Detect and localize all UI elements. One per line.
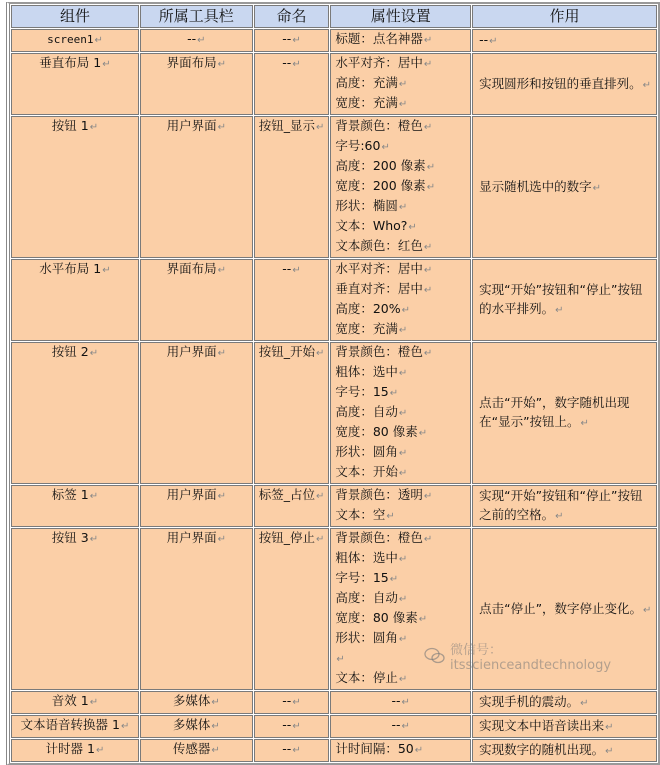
function-text: 实现圆形和按钮的垂直排列。 — [479, 75, 642, 91]
function-text: 实现数字的随机出现。 — [479, 742, 605, 757]
toolbar-cell — [140, 342, 253, 484]
return-mark-icon: ↵ — [95, 745, 105, 756]
return-mark-icon: ↵ — [580, 698, 589, 709]
property-text: 字号：15 — [335, 384, 389, 399]
name-cell — [254, 116, 330, 258]
header-component: 组件 — [11, 5, 139, 28]
property-line — [335, 589, 466, 609]
property-text: 标题：点名神器 — [335, 31, 423, 46]
table-row — [11, 259, 657, 341]
component-label: 按钮 3 — [51, 530, 89, 545]
toolbar-label: 传感器 — [172, 741, 211, 756]
property-text: 宽度：80 像素 — [335, 424, 418, 439]
toolbar-label: 用户界面 — [166, 530, 217, 545]
name-label: 按钮_开始 — [258, 344, 315, 359]
return-mark-icon: ↵ — [89, 534, 99, 545]
name-label: 按钮_停止 — [258, 530, 315, 545]
property-text: 高度：自动 — [335, 590, 398, 605]
return-mark-icon: ↵ — [426, 182, 436, 193]
return-mark-icon: ↵ — [120, 721, 130, 732]
return-mark-icon: ↵ — [423, 35, 433, 46]
function-cell — [472, 116, 657, 258]
function-cell — [472, 259, 657, 341]
property-text: 文本颜色：红色 — [335, 238, 423, 253]
return-mark-icon: ↵ — [89, 697, 99, 708]
property-line — [335, 74, 466, 94]
component-cell — [11, 715, 139, 738]
toolbar-label: 用户界面 — [166, 487, 217, 502]
function-cell — [472, 53, 657, 115]
property-text: 粗体：选中 — [335, 364, 398, 379]
return-mark-icon: ↵ — [89, 491, 99, 502]
properties-cell — [330, 116, 471, 258]
property-line — [335, 609, 466, 629]
component-label: 水平布局 1 — [39, 261, 102, 276]
return-mark-icon: ↵ — [217, 122, 226, 133]
return-mark-icon: ↵ — [217, 491, 226, 502]
property-line — [335, 280, 466, 300]
toolbar-cell — [140, 739, 253, 762]
property-line — [335, 649, 466, 669]
return-mark-icon: ↵ — [423, 59, 433, 70]
function-cell — [472, 485, 657, 527]
return-mark-icon: ↵ — [389, 388, 399, 399]
return-mark-icon: ↵ — [292, 721, 301, 732]
return-mark-icon: ↵ — [211, 745, 220, 756]
return-mark-icon: ↵ — [605, 746, 614, 757]
header-properties: 属性设置 — [330, 5, 471, 28]
property-text: 高度：20% — [335, 301, 401, 316]
function-text: -- — [479, 32, 489, 47]
return-mark-icon: ↵ — [398, 468, 408, 479]
return-mark-icon: ↵ — [217, 265, 226, 276]
name-label: 标签_占位 — [258, 487, 315, 502]
properties-cell — [330, 691, 471, 714]
property-line — [335, 197, 466, 217]
properties-cell — [330, 485, 471, 527]
return-mark-icon: ↵ — [386, 511, 395, 522]
table-row — [11, 739, 657, 762]
return-mark-icon: ↵ — [398, 554, 408, 565]
return-mark-icon: ↵ — [336, 654, 345, 665]
function-text: 点击“开始”，数字随机出现在“显示”按钮上。 — [479, 395, 630, 429]
property-text: 宽度：充满 — [335, 95, 398, 110]
property-text: 高度：充满 — [335, 75, 398, 90]
toolbar-cell — [140, 259, 253, 341]
return-mark-icon: ↵ — [398, 408, 408, 419]
component-label: 计时器 1 — [45, 741, 95, 756]
table-row — [11, 715, 657, 738]
return-mark-icon: ↵ — [211, 721, 220, 732]
component-cell — [11, 259, 139, 341]
property-text: 宽度：充满 — [335, 321, 398, 336]
return-mark-icon: ↵ — [401, 721, 410, 732]
watermark-text: 微信号：itsscienceandtechnology — [450, 643, 612, 673]
properties-cell — [330, 528, 471, 690]
name-cell — [254, 53, 330, 115]
return-mark-icon: ↵ — [389, 574, 399, 585]
return-mark-icon: ↵ — [102, 265, 111, 276]
property-line — [335, 363, 466, 383]
properties-cell — [330, 259, 471, 341]
return-mark-icon: ↵ — [423, 242, 433, 253]
header-toolbar: 所属工具栏 — [140, 5, 253, 28]
property-line — [335, 692, 466, 712]
properties-cell — [330, 342, 471, 484]
toolbar-cell — [140, 116, 253, 258]
return-mark-icon: ↵ — [489, 36, 498, 47]
property-text: 文本：Who? — [335, 218, 408, 233]
component-cell — [11, 29, 139, 52]
component-label: 垂直布局 1 — [39, 55, 102, 70]
return-mark-icon: ↵ — [423, 534, 433, 545]
property-line — [335, 716, 466, 736]
property-line — [335, 423, 466, 443]
return-mark-icon: ↵ — [408, 222, 417, 233]
return-mark-icon: ↵ — [217, 534, 226, 545]
property-text: 文本：开始 — [335, 464, 398, 479]
return-mark-icon: ↵ — [292, 697, 301, 708]
function-text: 实现“开始”按钮和“停止”按钮之前的空格。 — [479, 488, 643, 522]
function-cell — [472, 715, 657, 738]
name-label: -- — [282, 261, 292, 276]
component-label: 按钮 2 — [51, 344, 89, 359]
properties-cell — [330, 53, 471, 115]
name-label: -- — [282, 741, 292, 756]
toolbar-cell — [140, 528, 253, 690]
function-text: 实现手机的震动。 — [479, 694, 580, 709]
return-mark-icon: ↵ — [292, 35, 301, 46]
return-mark-icon: ↵ — [211, 697, 220, 708]
component-label: 标签 1 — [51, 487, 89, 502]
property-line — [335, 506, 466, 526]
property-line — [335, 486, 466, 506]
return-mark-icon: ↵ — [401, 305, 411, 316]
function-text: 实现文本中语音读出来 — [479, 718, 605, 733]
return-mark-icon: ↵ — [643, 604, 652, 616]
property-text: 背景颜色：橙色 — [335, 118, 423, 133]
return-mark-icon: ↵ — [315, 122, 325, 133]
return-mark-icon: ↵ — [423, 348, 433, 359]
component-cell — [11, 53, 139, 115]
return-mark-icon: ↵ — [398, 634, 408, 645]
toolbar-cell — [140, 53, 253, 115]
return-mark-icon: ↵ — [580, 418, 589, 429]
return-mark-icon: ↵ — [398, 674, 408, 685]
table-row — [11, 342, 657, 484]
return-mark-icon: ↵ — [642, 79, 651, 91]
property-text: 水平对齐：居中 — [335, 55, 423, 70]
property-text: -- — [391, 693, 401, 708]
toolbar-label: 用户界面 — [166, 344, 217, 359]
return-mark-icon: ↵ — [423, 491, 433, 502]
return-mark-icon: ↵ — [555, 511, 564, 522]
name-cell — [254, 259, 330, 341]
property-line — [335, 383, 466, 403]
property-text: 宽度：80 像素 — [335, 610, 418, 625]
return-mark-icon: ↵ — [414, 745, 424, 756]
return-mark-icon: ↵ — [555, 305, 564, 316]
properties-cell — [330, 739, 471, 762]
name-cell — [254, 739, 330, 762]
property-text: 背景颜色：橙色 — [335, 530, 423, 545]
return-mark-icon: ↵ — [423, 122, 433, 133]
toolbar-label: 界面布局 — [166, 55, 217, 70]
toolbar-label: 多媒体 — [172, 717, 211, 732]
component-table — [6, 2, 660, 765]
property-line — [335, 463, 466, 483]
name-label: 按钮_显示 — [258, 118, 315, 133]
name-cell — [254, 691, 330, 714]
property-line — [335, 320, 466, 340]
property-line — [335, 443, 466, 463]
return-mark-icon: ↵ — [102, 59, 111, 70]
function-text: 显示随机选中的数字 — [479, 178, 592, 194]
property-line — [335, 54, 466, 74]
property-line — [335, 237, 466, 257]
return-mark-icon: ↵ — [418, 428, 428, 439]
return-mark-icon: ↵ — [426, 162, 436, 173]
return-mark-icon: ↵ — [398, 325, 408, 336]
component-label: screen1 — [47, 33, 94, 46]
property-line — [335, 549, 466, 569]
return-mark-icon: ↵ — [592, 182, 601, 194]
component-label: 音效 1 — [51, 693, 89, 708]
name-cell — [254, 29, 330, 52]
property-line — [335, 137, 466, 157]
property-line — [335, 669, 466, 689]
property-text: 计时间隔：50 — [335, 741, 414, 756]
name-label: -- — [282, 717, 292, 732]
function-cell — [472, 691, 657, 714]
return-mark-icon: ↵ — [94, 35, 103, 46]
table-row — [11, 691, 657, 714]
toolbar-cell — [140, 29, 253, 52]
component-cell — [11, 342, 139, 484]
property-text: -- — [391, 717, 401, 732]
name-cell — [254, 485, 330, 527]
return-mark-icon: ↵ — [423, 265, 433, 276]
property-line — [335, 629, 466, 649]
property-text: 水平对齐：居中 — [335, 261, 423, 276]
return-mark-icon: ↵ — [315, 348, 325, 359]
property-text: 宽度：200 像素 — [335, 178, 426, 193]
property-text: 字号:60 — [335, 138, 381, 153]
toolbar-label: 多媒体 — [172, 693, 211, 708]
property-line — [335, 260, 466, 280]
component-cell — [11, 485, 139, 527]
table-row — [11, 485, 657, 527]
property-text: 高度：200 像素 — [335, 158, 426, 173]
return-mark-icon: ↵ — [605, 722, 614, 733]
return-mark-icon: ↵ — [401, 697, 410, 708]
properties-cell — [330, 715, 471, 738]
return-mark-icon: ↵ — [398, 448, 408, 459]
component-cell — [11, 739, 139, 762]
name-cell — [254, 528, 330, 690]
properties-cell — [330, 29, 471, 52]
table-row — [11, 528, 657, 690]
property-line — [335, 217, 466, 237]
return-mark-icon: ↵ — [398, 79, 408, 90]
property-line — [335, 569, 466, 589]
header-row — [11, 5, 657, 28]
return-mark-icon: ↵ — [418, 614, 428, 625]
return-mark-icon: ↵ — [315, 491, 325, 502]
name-label: -- — [282, 55, 292, 70]
property-line — [335, 740, 466, 760]
return-mark-icon: ↵ — [217, 348, 226, 359]
return-mark-icon: ↵ — [398, 99, 408, 110]
name-label: -- — [282, 693, 292, 708]
table-row — [11, 29, 657, 52]
toolbar-cell — [140, 691, 253, 714]
return-mark-icon: ↵ — [292, 745, 301, 756]
name-cell — [254, 342, 330, 484]
property-line — [335, 177, 466, 197]
return-mark-icon: ↵ — [398, 202, 408, 213]
return-mark-icon: ↵ — [197, 35, 206, 46]
property-line — [335, 117, 466, 137]
component-label: 按钮 1 — [51, 118, 89, 133]
property-text: 文本：空 — [335, 507, 386, 522]
property-text: 粗体：选中 — [335, 550, 398, 565]
function-text: 点击“停止”，数字停止变化。 — [479, 600, 643, 616]
return-mark-icon: ↵ — [89, 122, 99, 133]
return-mark-icon: ↵ — [398, 368, 408, 379]
function-cell — [472, 29, 657, 52]
property-line — [335, 94, 466, 114]
header-name: 命名 — [254, 5, 330, 28]
property-text: 形状：椭圆 — [335, 198, 398, 213]
toolbar-label: 界面布局 — [166, 261, 217, 276]
header-function: 作用 — [472, 5, 657, 28]
property-line — [335, 403, 466, 423]
return-mark-icon: ↵ — [315, 534, 325, 545]
function-cell — [472, 342, 657, 484]
return-mark-icon: ↵ — [292, 265, 301, 276]
toolbar-label: 用户界面 — [166, 118, 217, 133]
property-text: 文本：停止 — [335, 670, 398, 685]
property-line — [335, 343, 466, 363]
component-cell — [11, 116, 139, 258]
return-mark-icon: ↵ — [423, 285, 433, 296]
table-row — [11, 53, 657, 115]
property-text: 垂直对齐：居中 — [335, 281, 423, 296]
property-text: 字号：15 — [335, 570, 389, 585]
function-cell — [472, 528, 657, 690]
function-text: 实现“开始”按钮和“停止”按钮的水平排列。 — [479, 282, 643, 316]
toolbar-cell — [140, 485, 253, 527]
component-label: 文本语音转换器 1 — [20, 717, 120, 732]
toolbar-cell — [140, 715, 253, 738]
property-line — [335, 300, 466, 320]
component-cell — [11, 528, 139, 690]
property-text: 背景颜色：透明 — [335, 487, 423, 502]
property-text: 形状：圆角 — [335, 444, 398, 459]
name-label: -- — [282, 31, 292, 46]
function-cell — [472, 739, 657, 762]
property-text: 高度：自动 — [335, 404, 398, 419]
property-line — [335, 157, 466, 177]
property-text: 形状：圆角 — [335, 630, 398, 645]
return-mark-icon: ↵ — [217, 59, 226, 70]
component-cell — [11, 691, 139, 714]
property-line — [335, 529, 466, 549]
name-cell — [254, 715, 330, 738]
return-mark-icon: ↵ — [89, 348, 99, 359]
return-mark-icon: ↵ — [381, 142, 390, 153]
property-line — [335, 30, 466, 50]
return-mark-icon: ↵ — [398, 594, 408, 605]
toolbar-label: -- — [187, 31, 197, 46]
table-row — [11, 116, 657, 258]
return-mark-icon: ↵ — [292, 59, 301, 70]
property-text: 背景颜色：橙色 — [335, 344, 423, 359]
